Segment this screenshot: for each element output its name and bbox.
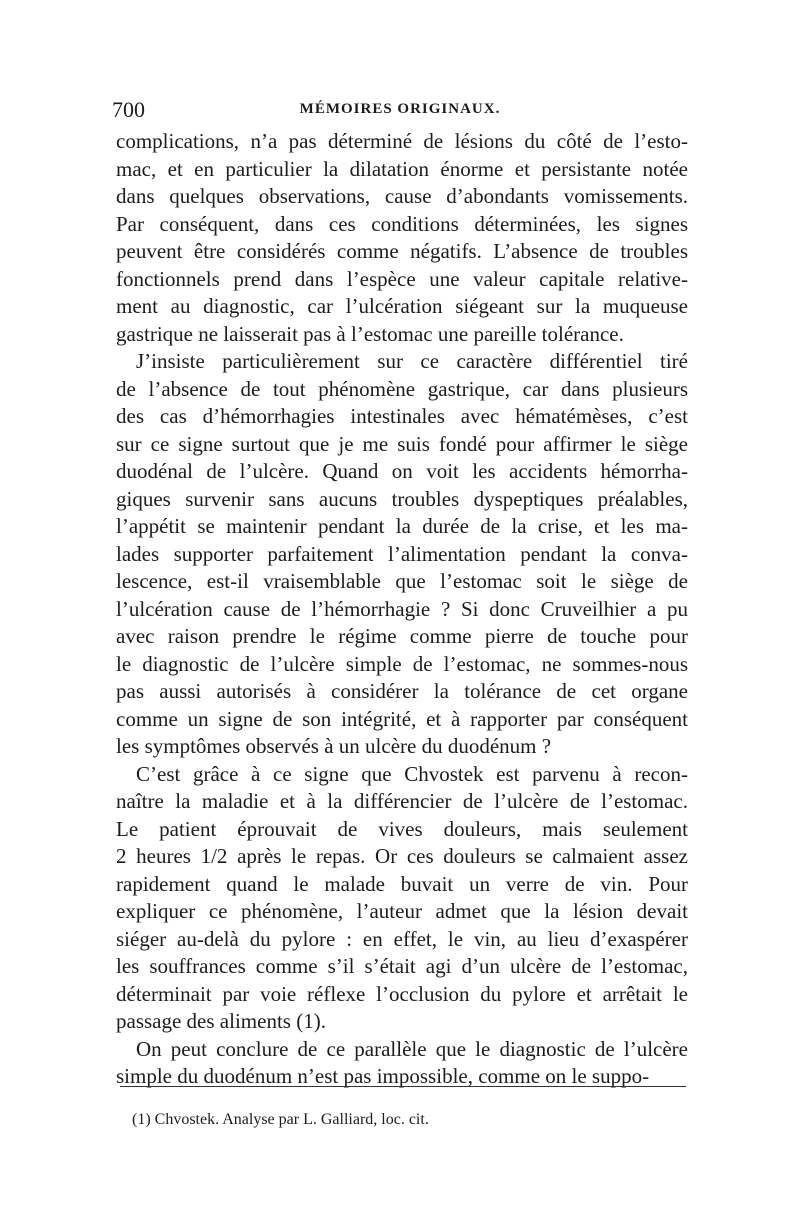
text-line: gastrique ne laisserait pas à l’estomac une pareille tolérance. xyxy=(116,322,624,346)
text-line: rapidement quand le malade buvait un verre de vin. Pour xyxy=(116,872,688,896)
text-line: l’ulcération cause de l’hémorrhagie ? Si donc Cruveilhier a pu xyxy=(116,597,688,621)
text-line: C’est grâce à ce signe que Chvostek est parvenu à recon- xyxy=(136,762,688,786)
text-line: siéger au-delà du pylore : en effet, le vin, au lieu d’exaspérer xyxy=(116,927,688,951)
text-line: peuvent être considérés comme négatifs. L’absence de troubles xyxy=(116,239,688,263)
text-line: Par conséquent, dans ces conditions déterminées, les signes xyxy=(116,212,688,236)
footnote-divider xyxy=(120,1086,686,1087)
text-line: les symptômes observés à un ulcère du duodénum ? xyxy=(116,734,552,758)
text-line: sur ce signe surtout que je me suis fondé pour affirmer le siège xyxy=(116,432,688,456)
text-line: déterminait par voie réflexe l’occlusion du pylore et arrêtait le xyxy=(116,982,688,1006)
text-line: On peut conclure de ce parallèle que le diagnostic de l’ulcère xyxy=(136,1037,688,1061)
text-line: naître la maladie et à la différencier de l’ulcère de l’estomac. xyxy=(116,789,688,813)
text-line: mac, et en particulier la dilatation énorme et persistante notée xyxy=(116,157,688,181)
text-line: avec raison prendre le régime comme pierre de touche pour xyxy=(116,624,688,648)
text-line: ment au diagnostic, car l’ulcération siégeant sur la muqueuse xyxy=(116,294,688,318)
footnote: (1) Chvostek. Analyse par L. Galliard, loc. cit. xyxy=(132,1111,429,1128)
text-line: simple du duodénum n’est pas impossible, comme on le suppo- xyxy=(116,1064,650,1088)
text-line: passage des aliments (1). xyxy=(116,1009,326,1033)
text-line: J’insiste particulièrement sur ce caractère différentiel tiré xyxy=(136,349,688,373)
text-line: lescence, est-il vraisemblable que l’estomac soit le siège de xyxy=(116,569,688,593)
text-line: pas aussi autorisés à considérer la tolérance de cet organe xyxy=(116,679,688,703)
text-line: lades supporter parfaitement l’alimentation pendant la conva- xyxy=(116,542,688,566)
text-line: fonctionnels prend dans l’espèce une valeur capitale relative- xyxy=(116,267,688,291)
text-line: comme un signe de son intégrité, et à rapporter par conséquent xyxy=(116,707,688,731)
text-line: giques survenir sans aucuns troubles dyspeptiques préalables, xyxy=(116,487,688,511)
text-line: le diagnostic de l’ulcère simple de l’estomac, ne sommes-nous xyxy=(116,652,688,676)
text-line: les souffrances comme s’il s’était agi d’un ulcère de l’estomac, xyxy=(116,954,688,978)
running-head: MÉMOIRES ORIGINAUX. xyxy=(299,101,501,117)
text-line: 2 heures 1/2 après le repas. Or ces douleurs se calmaient assez xyxy=(116,844,688,868)
text-line: Le patient éprouvait de vives douleurs, mais seulement xyxy=(116,817,688,841)
text-line: des cas d’hémorrhagies intestinales avec hématémèses, c’est xyxy=(116,404,688,428)
text-line: expliquer ce phénomène, l’auteur admet que la lésion devait xyxy=(116,899,688,923)
text-line: dans quelques observations, cause d’abondants vomissements. xyxy=(116,184,688,208)
text-line: duodénal de l’ulcère. Quand on voit les accidents hémorrha- xyxy=(116,459,688,483)
text-line: de l’absence de tout phénomène gastrique, car dans plusieurs xyxy=(116,377,688,401)
text-line: l’appétit se maintenir pendant la durée de la crise, et les ma- xyxy=(116,514,688,538)
text-line: complications, n’a pas déterminé de lésions du côté de l’esto- xyxy=(116,129,688,153)
page-number: 700 xyxy=(112,97,145,122)
